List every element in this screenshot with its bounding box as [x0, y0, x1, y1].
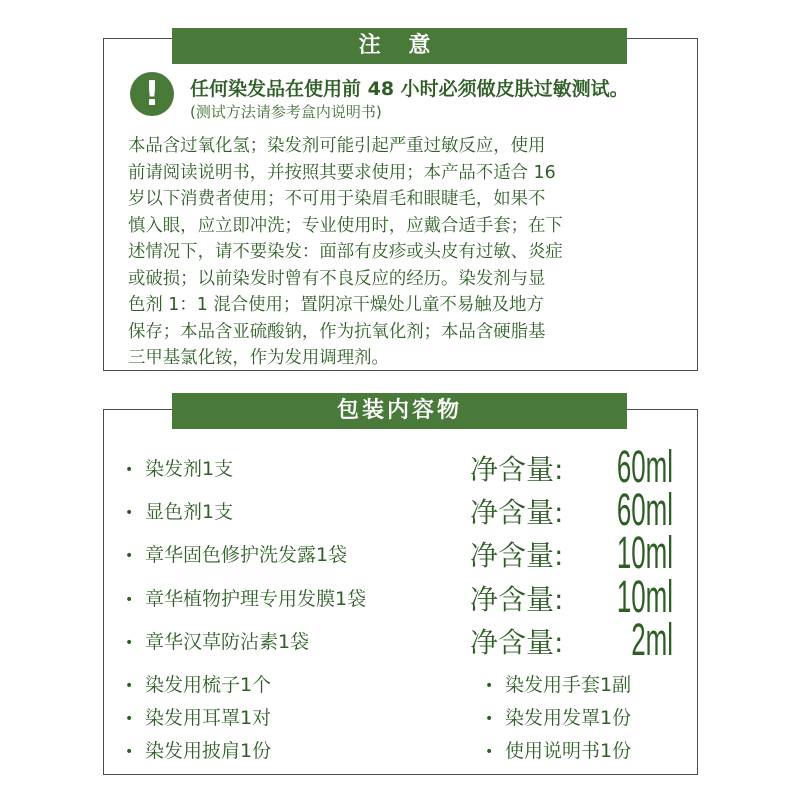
warning-subtitle: (测试方法请参考盒内说明书) — [190, 103, 382, 121]
content-item — [125, 613, 685, 665]
accessory-name: 染发用披肩1份 — [145, 740, 272, 762]
item-name: 染发剂1支 — [145, 458, 234, 480]
bullet: • — [125, 547, 134, 564]
volume-label: 净含量: — [470, 583, 564, 616]
bullet: • — [125, 743, 134, 760]
bullet: • — [125, 677, 134, 694]
notice-line: 慎入眼，应立即冲洗；专业使用时，应戴合适手套；在下 — [128, 215, 563, 236]
accessory-item — [125, 703, 271, 730]
warning-title: 任何染发品在使用前 48 小时必须做皮肤过敏测试。 — [190, 78, 629, 100]
contents-banner: 包装内容物 — [172, 393, 627, 429]
bullet: • — [125, 634, 134, 651]
bullet: • — [485, 743, 494, 760]
accessory-item — [125, 736, 271, 763]
bullet: • — [125, 591, 134, 608]
accessory-name: 染发用梳子1个 — [145, 674, 272, 696]
notice-body — [128, 133, 688, 372]
item-name-wrap — [125, 454, 233, 481]
item-volume — [470, 526, 675, 578]
item-name: 显色剂1支 — [145, 501, 234, 523]
content-item — [125, 440, 685, 492]
accessory-item — [125, 670, 271, 697]
item-name-wrap — [125, 584, 366, 611]
content-item — [125, 526, 685, 578]
item-name: 章华固色修护洗发露1袋 — [145, 544, 348, 566]
item-name: 章华植物护理专用发膜1袋 — [145, 588, 367, 610]
exclamation-icon: ! — [130, 72, 174, 116]
volume-label: 净含量: — [470, 626, 564, 659]
accessory-item — [485, 703, 631, 730]
notice-line: 保存；本品含亚硫酸钠，作为抗氧化剂；本品含硬脂基 — [128, 321, 546, 342]
notice-line: 岁以下消费者使用；不可用于染眉毛和眼睫毛，如果不 — [128, 189, 546, 209]
content-item — [125, 483, 685, 535]
volume-label: 净含量: — [470, 453, 564, 486]
item-volume — [470, 483, 675, 535]
volume-value: 60ml — [616, 483, 673, 535]
volume-value: 60ml — [616, 440, 673, 492]
accessory-item — [485, 736, 631, 763]
accessory-name: 使用说明书1份 — [505, 740, 632, 762]
volume-label: 净含量: — [470, 496, 564, 529]
notice-line: 述情况下，请不要染发：面部有皮疹或头皮有过敏、炎症 — [128, 242, 563, 262]
item-volume — [470, 440, 675, 492]
item-name-wrap — [125, 497, 233, 524]
bullet: • — [125, 710, 134, 727]
accessory-name: 染发用发罩1份 — [505, 707, 632, 729]
notice-banner: 注 意 — [172, 28, 627, 64]
volume-value: 10ml — [616, 570, 673, 622]
notice-line: 前请阅读说明书，并按照其要求使用；本产品不适合 16 — [128, 162, 556, 183]
item-volume — [470, 570, 675, 622]
bullet: • — [125, 461, 134, 478]
volume-label: 净含量: — [470, 539, 564, 572]
notice-line: 或破损；以前染发时曾有不良反应的经历。染发剂与显 — [128, 268, 546, 289]
notice-line: 色剂 1：1 混合使用；置阴凉干燥处儿童不易触及地方 — [128, 295, 544, 315]
item-name: 章华汉草防沾素1袋 — [145, 631, 310, 653]
notice-line: 三甲基氯化铵，作为发用调理剂。 — [128, 348, 389, 368]
bullet: • — [125, 504, 134, 521]
volume-value: 10ml — [616, 526, 673, 578]
accessory-name: 染发用手套1副 — [505, 674, 632, 696]
volume-value: 2ml — [631, 613, 673, 665]
item-name-wrap — [125, 540, 347, 567]
bullet: • — [485, 677, 494, 694]
item-name-wrap — [125, 627, 309, 654]
item-volume — [470, 613, 675, 665]
bullet: • — [485, 710, 494, 727]
accessory-item — [485, 670, 631, 697]
content-item — [125, 570, 685, 622]
accessory-name: 染发用耳罩1对 — [145, 707, 272, 729]
notice-line: 本品含过氧化氢；染发剂可能引起严重过敏反应，使用 — [128, 136, 546, 156]
